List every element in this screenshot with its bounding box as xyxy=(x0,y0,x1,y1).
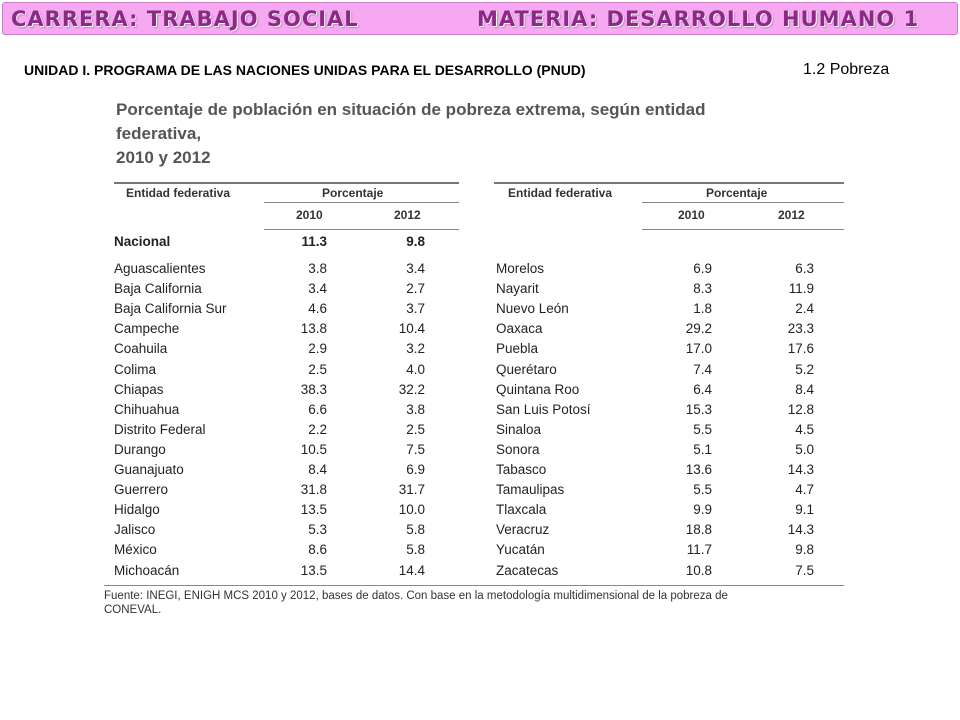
entity-name: Puebla xyxy=(496,341,539,357)
value-2012: 23.3 xyxy=(787,321,814,337)
value-2010: 2.5 xyxy=(308,361,327,377)
unit-title: UNIDAD I. PROGRAMA DE LAS NACIONES UNIDAS PARA EL DESARROLLO (PNUD) xyxy=(24,62,586,78)
entity-name: Coahuila xyxy=(114,341,168,357)
value-2012: 6.3 xyxy=(795,261,814,276)
value-2010: 6.9 xyxy=(693,261,712,276)
entity-name: Durango xyxy=(114,441,166,457)
left-header-bottom-rule xyxy=(264,229,459,230)
entity-name: Sinaloa xyxy=(496,421,542,437)
right-col-percent-header: Porcentaje xyxy=(706,186,768,200)
entity-name: Baja California Sur xyxy=(114,301,227,317)
value-2012: 5.2 xyxy=(795,361,814,377)
header-banner xyxy=(2,2,958,35)
value-2010: 38.3 xyxy=(300,381,327,397)
value-2010: 8.3 xyxy=(693,281,712,297)
value-2012: 3.4 xyxy=(406,261,425,276)
value-2012: 4.0 xyxy=(406,361,425,377)
entity-name: Tlaxcala xyxy=(496,502,547,518)
entity-name: Michoacán xyxy=(114,562,180,578)
value-2010: 13.6 xyxy=(685,462,712,477)
value-2012: 10.0 xyxy=(398,502,425,518)
value-2012: 2.5 xyxy=(406,421,425,437)
value-2010: 10.8 xyxy=(685,562,712,578)
value-2010: 13.8 xyxy=(300,321,327,337)
value-2012: 14.4 xyxy=(398,562,425,578)
value-2010: 4.6 xyxy=(308,301,327,317)
entity-name: Oaxaca xyxy=(496,321,543,337)
value-2010: 10.5 xyxy=(300,441,327,457)
right-year-2010: 2010 xyxy=(678,208,705,222)
left-year-2010: 2010 xyxy=(296,208,323,222)
value-2010: 5.5 xyxy=(693,421,712,437)
entity-name: Guanajuato xyxy=(114,462,184,477)
value-2012: 9.1 xyxy=(795,502,814,518)
left-percent-rule xyxy=(264,202,459,203)
value-2010: 3.8 xyxy=(308,261,327,276)
left-year-2012: 2012 xyxy=(394,208,421,222)
entity-name: Tabasco xyxy=(496,462,547,477)
value-2012: 14.3 xyxy=(787,522,814,538)
left-col-percent-header: Porcentaje xyxy=(322,186,384,200)
entity-name: Distrito Federal xyxy=(114,421,206,437)
value-2010: 3.4 xyxy=(308,281,327,297)
value-2012: 4.5 xyxy=(795,421,814,437)
entity-name: Campeche xyxy=(114,321,180,337)
value-2012: 31.7 xyxy=(398,482,425,498)
entity-name: Hidalgo xyxy=(114,502,160,518)
subject-label: MATERIA: DESARROLLO HUMANO 1 xyxy=(477,7,920,31)
national-2010: 11.3 xyxy=(301,234,327,249)
value-2010: 31.8 xyxy=(300,482,327,498)
value-2012: 8.4 xyxy=(795,381,814,397)
entity-name: Zacatecas xyxy=(496,562,559,578)
value-2012: 32.2 xyxy=(398,381,425,397)
value-2010: 5.5 xyxy=(693,482,712,498)
value-2010: 5.1 xyxy=(693,441,712,457)
national-label: Nacional xyxy=(114,234,171,249)
entity-name: Sonora xyxy=(496,441,540,457)
left-col-entity-header: Entidad federativa xyxy=(126,186,231,200)
value-2010: 17.0 xyxy=(685,341,712,357)
value-2012: 3.7 xyxy=(406,301,425,317)
right-table-top-rule xyxy=(494,182,844,184)
entity-name: Colima xyxy=(114,361,157,377)
poverty-table-figure xyxy=(102,96,847,626)
entity-name: Jalisco xyxy=(114,522,156,538)
value-2012: 12.8 xyxy=(787,401,814,417)
table-title-line-2: federativa, xyxy=(116,124,202,143)
right-percent-rule xyxy=(642,202,844,203)
table-title-line-3: 2010 y 2012 xyxy=(116,148,211,167)
value-2010: 8.6 xyxy=(308,542,327,558)
entity-name: Quintana Roo xyxy=(496,381,580,397)
table-bottom-rule xyxy=(104,585,844,586)
value-2010: 1.8 xyxy=(693,301,712,317)
value-2010: 29.2 xyxy=(685,321,712,337)
value-2012: 2.7 xyxy=(406,281,425,297)
source-line-2: CONEVAL. xyxy=(104,604,162,616)
value-2010: 9.9 xyxy=(693,502,712,518)
value-2012: 4.7 xyxy=(795,482,814,498)
value-2012: 5.8 xyxy=(406,542,425,558)
entity-name: Nuevo León xyxy=(496,301,569,317)
value-2012: 9.8 xyxy=(795,542,814,558)
value-2012: 17.6 xyxy=(787,341,814,357)
left-table-top-rule xyxy=(114,182,459,184)
entity-name: Veracruz xyxy=(496,522,550,538)
entity-name: Yucatán xyxy=(496,542,545,558)
value-2012: 11.9 xyxy=(788,281,814,297)
value-2012: 2.4 xyxy=(795,301,814,317)
entity-name: México xyxy=(114,542,157,558)
value-2010: 2.9 xyxy=(308,341,327,357)
entity-name: Baja California xyxy=(114,281,202,297)
entity-name: Chihuahua xyxy=(114,401,180,417)
table-source-note xyxy=(104,589,824,617)
national-2012: 9.8 xyxy=(406,234,425,249)
entity-name: Guerrero xyxy=(114,482,169,498)
value-2010: 6.6 xyxy=(308,401,327,417)
entity-name: Chiapas xyxy=(114,381,164,397)
source-line-1: Fuente: INEGI, ENIGH MCS 2010 y 2012, bases de datos. Con base en la metodología multidimensional de la pobreza de xyxy=(104,590,728,602)
value-2010: 8.4 xyxy=(308,462,327,477)
value-2012: 7.5 xyxy=(406,441,425,457)
value-2012: 3.8 xyxy=(406,401,425,417)
value-2012: 5.8 xyxy=(406,522,425,538)
value-2012: 14.3 xyxy=(787,462,814,477)
right-year-2012: 2012 xyxy=(778,208,805,222)
table-title-line-1: Porcentaje de población en situación de pobreza extrema, según entidad xyxy=(116,100,706,119)
value-2010: 5.3 xyxy=(308,522,327,538)
career-label: CARRERA: TRABAJO SOCIAL xyxy=(11,7,359,31)
value-2010: 6.4 xyxy=(693,381,712,397)
entity-name: Nayarit xyxy=(496,281,539,297)
value-2010: 7.4 xyxy=(693,361,712,377)
subtopic-label: 1.2 Pobreza xyxy=(803,61,890,78)
value-2012: 10.4 xyxy=(398,321,425,337)
entity-name: Tamaulipas xyxy=(496,482,565,498)
right-header-bottom-rule xyxy=(642,229,844,230)
value-2010: 11.7 xyxy=(686,542,712,558)
entity-name: San Luis Potosí xyxy=(496,401,591,417)
entity-name: Querétaro xyxy=(496,361,557,377)
value-2010: 15.3 xyxy=(685,401,712,417)
value-2010: 18.8 xyxy=(685,522,712,538)
value-2012: 5.0 xyxy=(795,441,814,457)
value-2012: 3.2 xyxy=(406,341,425,357)
right-col-entity-header: Entidad federativa xyxy=(508,186,613,200)
value-2012: 7.5 xyxy=(795,562,814,578)
entity-name: Aguascalientes xyxy=(114,261,206,276)
entity-name: Morelos xyxy=(496,261,545,276)
value-2010: 2.2 xyxy=(308,421,327,437)
value-2010: 13.5 xyxy=(300,502,327,518)
value-2012: 6.9 xyxy=(406,462,425,477)
value-2010: 13.5 xyxy=(300,562,327,578)
